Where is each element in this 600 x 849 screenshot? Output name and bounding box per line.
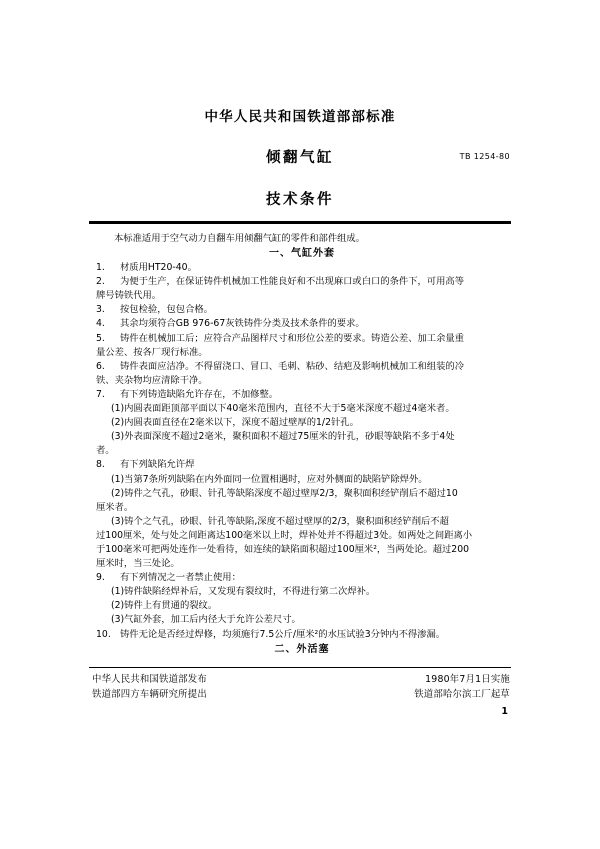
document-body [96, 232, 508, 657]
page-number: 1 [501, 706, 508, 717]
footer-divider-rule [89, 667, 511, 668]
clause-1 [96, 261, 508, 275]
clause-7-sub-3: (3)外表面深度不超过2毫米，聚积面积不超过75厘米的针孔，砂眼等缺陷不多于4处 [111, 431, 455, 443]
clause-8-continued-1: 厘米者。 [96, 501, 134, 513]
document-footer [92, 672, 510, 702]
effective-date: 1980年7月1日实施 [425, 674, 510, 685]
clause-8-sub-3: (3)铸个之气孔，砂眼、针孔等缺陷,深度不超过壁厚的2/3，聚积面积经铲削后不超 [111, 515, 449, 527]
footer-row-1 [92, 672, 510, 687]
clause-number: 6. [96, 360, 105, 372]
clause-text: 为便于生产，在保证铸件机械加工性能良好和不出现麻口或白口的条件下，可用高等 [120, 276, 464, 288]
clause-9-sub-3: (3)气缸外套，加工后内径大于允许公差尺寸。 [111, 614, 301, 626]
clause-number: 3. [96, 304, 105, 316]
clause-number: 10. [96, 628, 111, 640]
clause-number: 9. [96, 572, 105, 584]
clause-7-sub-1: (1)内圆表面距顶部平面以下40毫米范围内，直径不大于5毫米深度不超过4毫米者。 [111, 403, 455, 415]
clause-3 [96, 303, 508, 317]
title-row [88, 148, 512, 168]
proposer: 铁道部四方车辆研究所提出 [92, 689, 207, 700]
clause-text: 铸件表面应洁净。不得留浇口、冒口、毛刺、粘砂、结疤及影响机械加工和组装的冷 [120, 360, 464, 372]
clause-9-sub-2: (2)铸件上有贯通的裂纹。 [111, 600, 218, 612]
issuing-body: 中华人民共和国铁道部部标准 [204, 109, 396, 125]
clause-8-continued-3: 于100毫米可把两处连作一处看待，如连续的缺陷面积超过100厘米²，当两处论。超过200 [96, 543, 470, 555]
clause-number: 8. [96, 459, 105, 471]
footer-row-2 [92, 687, 510, 702]
clause-9-sub-1: (1)铸件缺陷经焊补后，又发现有裂纹时，不得进行第二次焊补。 [111, 586, 376, 598]
clause-text: 其余均须符合GB 976-67灰铁铸件分类及技术条件的要求。 [120, 318, 365, 330]
document-header [88, 108, 512, 210]
clause-8-sub-2: (2)铸件之气孔，砂眼、针孔等缺陷深度不超过壁厚2/3，聚积面积经铲削后不超过10 [111, 487, 458, 499]
clause-7 [96, 388, 508, 402]
clause-number: 1. [96, 262, 105, 274]
clause-5-continued: 量公差、按各厂现行标准。 [96, 346, 208, 358]
clause-7-continued: 者。 [96, 445, 115, 457]
clause-6 [96, 360, 508, 374]
clause-text: 有下列铸造缺陷允许存在，不加修整。 [120, 388, 279, 400]
clause-9 [96, 571, 508, 585]
publisher: 中华人民共和国铁道部发布 [92, 674, 207, 685]
clause-text: 铸件无论是否经过焊修，均须施行7.5公斤/厘米²的水压试验3分钟内不得渗漏。 [120, 628, 446, 640]
clause-text: 有下列情况之一者禁止使用： [120, 572, 241, 584]
clause-number: 5. [96, 332, 105, 344]
standard-number: TB 1254-80 [459, 152, 510, 161]
header-divider-rule [89, 221, 511, 224]
document-title: 倾翻气缸 [266, 150, 334, 166]
document-subtitle: 技术条件 [266, 192, 334, 208]
clause-5 [96, 332, 508, 346]
clause-8-continued-2: 过100厘米，处与处之间距离达100毫米以上时，焊补处并不得超过3处。如两处之间距离小 [96, 529, 473, 541]
clause-number: 2. [96, 276, 105, 288]
clause-2-continued: 牌号铸铁代用。 [96, 290, 162, 302]
clause-number: 4. [96, 318, 105, 330]
clause-number: 7. [96, 388, 105, 400]
clause-text: 有下列缺陷允许焊 [120, 459, 195, 471]
clause-8 [96, 458, 508, 472]
clause-text: 按包检验，包包合格。 [120, 304, 213, 316]
clause-text: 铸件在机械加工后；应符合产品图样尺寸和形位公差的要求。铸造公差、加工余量重 [120, 332, 464, 344]
scope-paragraph: 本标准适用于空气动力自翻车用倾翻气缸的零件和部件组成。 [114, 233, 366, 244]
clause-10 [96, 628, 508, 642]
clause-8-sub-1: (1)当第7条所列缺陷在内外面同一位置相遇时，应对外侧面的缺陷铲除焊外。 [111, 473, 428, 485]
clause-text: 材质用HT20-40。 [120, 262, 197, 274]
clause-6-continued: 铁、夹杂物均应清除干净。 [96, 374, 208, 386]
section-heading-2: 二、外活塞 [274, 643, 330, 655]
clause-2 [96, 275, 508, 289]
clause-4 [96, 317, 508, 331]
clause-8-continued-4: 厘米时，当三处论。 [96, 558, 180, 570]
clause-7-sub-2: (2)内圆表面直径在2毫米以下，深度不超过壁厚的1/2针孔。 [111, 417, 359, 429]
drafter: 铁道部哈尔滨工厂起草 [414, 689, 510, 700]
section-heading-1: 一、气缸外套 [269, 248, 335, 260]
